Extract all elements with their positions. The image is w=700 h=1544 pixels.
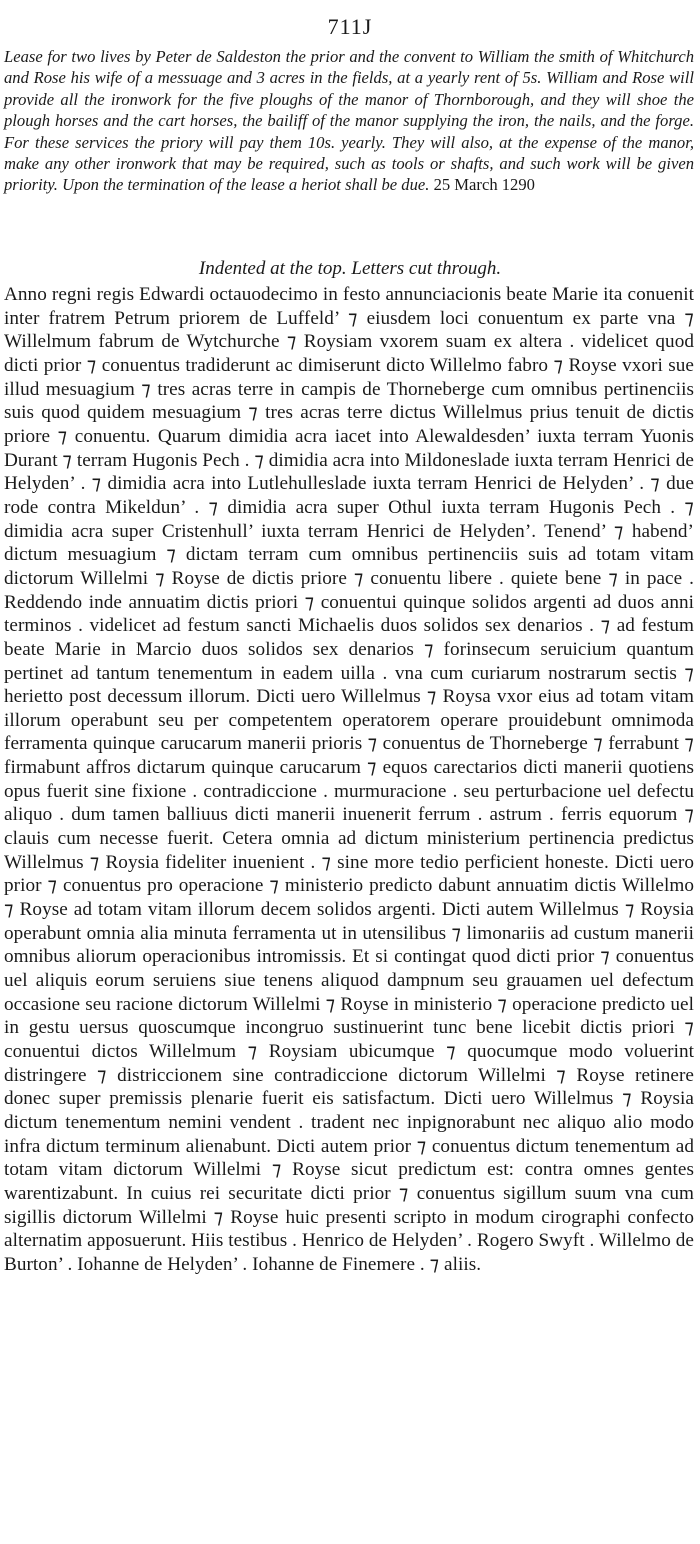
document-date: 25 March 1290 [433, 175, 535, 195]
charter-text: Anno regni regis Edwardi octauodecimo in festo annunciacionis beate Marie ita conuenit inter fratrem Petrum priorem de Luffeld’ ⁊ eiusdem loci conuentum ex parte vna ⁊ Willelmum fabrum de Wytchurche ⁊ Roysiam vxorem suam ex altera . videlicet quod dicti prior ⁊ conuentus tradiderunt ac dimiserunt dicto Willelmo fabro ⁊ Royse vxori sue illud mesuagium ⁊ tres acras terre in campis de Thorneberge cum omnibus pertinenciis suis quod quidem mesuagium ⁊ tres acras terre dictus Willelmus prius tenuit de dictis priore ⁊ conuentu. Quarum dimidia acra iacet into Alewaldesden’ iuxta terram Yuonis Durant ⁊ terram Hugonis Pech . ⁊ dimidia acra into Mildoneslade iuxta terram Henrici de Helyden’ . ⁊ dimidia acra into Lutlehulleslade iuxta terram Henrici de Helyden’ . ⁊ due rode contra Mikeldun’ . ⁊ dimidia acra super Othul iuxta terram Hugonis Pech . ⁊ dimidia acra super Cristenhull’ iuxta terram Henrici de Helyden’. Tenend’ ⁊ habend’ dictum mesuagium ⁊ dictam terram cum omnibus pertinenciis suis ad totam vitam dictorum Willelmi ⁊ Royse de dictis priore ⁊ conuentu libere . quiete bene ⁊ in pace . Reddendo inde annuatim dictis priori ⁊ conuentui quinque solidos argenti ad duos anni terminos . videlicet ad festum sancti Michaelis duos solidos sex denarios . ⁊ ad festum beate Marie in Marcio duos solidos sex denarios ⁊ forinsecum seruicium quantum pertinet ad tantum tenementum in eadem uilla . vna cum curiarum nostrarum sectis ⁊ herietto post decessum illorum. Dicti uero Willelmus ⁊ Roysa vxor eius ad totam vitam illorum operabunt seu per competentem operatorem operare prouidebunt omnimoda ferramenta quinque carucarum manerii prioris ⁊ conuentus de Thorneberge ⁊ ferrabunt ⁊ firmabunt affros dictarum quinque carucarum ⁊ equos carectarios dicti manerii quotiens opus fuerit sine fixione . contradiccione . murmuracione . seu perturbacione uel defectu aliquo . dum tamen balliuus dicti manerii inuenerit ferrum . astrum . ferris equorum ⁊ clauis cum necesse fuerit. Cetera omnia ad dictum ministerium pertinencia predictus Willelmus ⁊ Roysia fideliter inuenient . ⁊ sine more tedio perficient honeste. Dicti uero prior ⁊ conuentus pro operacione ⁊ ministerio predicto dabunt annuatim dictis Willelmo ⁊ Royse ad totam vitam illorum decem solidos argenti. Dicti autem Willelmus ⁊ Roysia operabunt omnia alia minuta ferramenta ut in utensilibus ⁊ limonariis ad custum manerii omnibus aliorum operacionibus intromissis. Et si contingat quod dicti prior ⁊ conuentus uel aliquis eorum seruiens siue tenens aliquod dampnum seu grauamen uel defectum occasione seu racione dictorum Willelmi ⁊ Royse in ministerio ⁊ operacione predicto uel in gestu uersus quoscumque incongruo sustinuerint tunc bene licebit dictis priori ⁊ conuentui dictos Willelmum ⁊ Roysiam ubicumque ⁊ quocumque modo voluerint distringere ⁊ districcionem sine contradiccione dictorum Willelmi ⁊ Royse retinere donec super premissis plenarie fuerit eis satisfactum. Dicti uero Willelmus ⁊ Roysia dictum tenementum nemini vendent . tradent nec inpignorabunt nec aliquo alio modo infra dictum terminum alienabunt. Dicti autem prior ⁊ conuentus dictum tenementum ad totam vitam dictorum Willelmi ⁊ Royse sicut predictum est: contra omnes gentes warentizabunt. In cuius rei securitate dicti prior ⁊ conuentus sigillum suum vna cum sigillis dictorum Willelmi ⁊ Royse huic presenti scripto in modum cirographi confecto alternatim apposuerunt. Hiis testibus . Henrico de Helyden’ . Rogero Swyft . Willelmo de Burton’ . Iohanne de Helyden’ . Iohanne de Finemere . ⁊ aliis. [4, 284, 694, 1275]
editorial-note: Indented at the top. Letters cut through. [198, 258, 502, 279]
document-summary [4, 46, 694, 196]
summary-text: Lease for two lives by Peter de Saldeston the prior and the convent to William the smith of Whitchurch and Rose his wife of a messuage and 3 acres in the fields, at a yearly rent of 5s. William and Rose will provide all the ironwork for the five ploughs of the manor of Thornborough, and they will shoe the plough horses and the cart horses, the bailiff of the manor supplying the iron, the nails, and the forge. For these services the priory will pay them 10s. yearly. They will also, at the expense of the manor, make any other ironwork that may be required, such as tools or shafts, and such work will be given priority. Upon the termination of the lease a heriot shall be due. [4, 47, 694, 195]
document-number: 711J [327, 14, 373, 39]
